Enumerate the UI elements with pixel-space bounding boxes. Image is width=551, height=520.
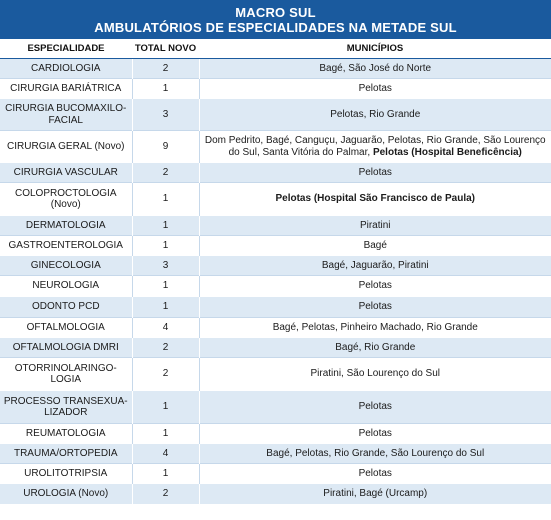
table-body: [0, 59, 551, 504]
table-header-row: [0, 39, 551, 59]
municipalities-cell: [199, 444, 551, 464]
municipalities-cell: [199, 59, 551, 79]
municipalities-cell: [199, 464, 551, 484]
title-line-1: MACRO SUL: [235, 4, 316, 20]
municipalities-text: Pelotas: [358, 467, 392, 479]
municipalities-text: Piratini, São Lourenço do Sul: [310, 368, 441, 380]
specialty-cell: REUMATOLOGIA: [0, 424, 132, 444]
table-row: [0, 256, 551, 276]
total-cell: 1: [132, 464, 199, 484]
municipalities-cell: [199, 276, 551, 297]
municipalities-text: Bagé, Pelotas, Pinheiro Machado, Rio Grande: [272, 321, 478, 333]
municipalities-text: Pelotas, Rio Grande: [330, 108, 421, 120]
specialty-cell: CIRURGIA BARIÁTRICA: [0, 79, 132, 99]
table-row: [0, 338, 551, 358]
municipalities-cell: [199, 484, 551, 504]
municipalities-cell: [199, 297, 551, 318]
municipalities-text: Piratini: [359, 219, 391, 231]
total-cell: 1: [132, 79, 199, 99]
specialty-cell: COLOPROCTOLOGIA (Novo): [0, 183, 132, 216]
total-cell: 1: [132, 236, 199, 256]
table-row: [0, 358, 551, 391]
municipalities-cell: [199, 391, 551, 424]
specialty-cell: OFTALMOLOGIA: [0, 318, 132, 338]
total-cell: 2: [132, 59, 199, 79]
table-row: [0, 131, 551, 163]
specialty-cell: OTORRINOLARINGO-LOGIA: [0, 358, 132, 391]
municipalities-text: Pelotas: [358, 301, 392, 313]
municipalities-cell: [199, 358, 551, 391]
title-line-2: AMBULATÓRIOS DE ESPECIALIDADES NA METADE SUL: [94, 19, 457, 35]
municipalities-text: Bagé, Pelotas, Rio Grande, São Lourenço do Sul: [266, 447, 485, 459]
specialty-cell: PROCESSO TRANSEXUA-LIZADOR: [0, 391, 132, 424]
total-cell: 4: [132, 318, 199, 338]
header-specialty: ESPECIALIDADE: [0, 39, 132, 59]
specialty-cell: DERMATOLOGIA: [0, 216, 132, 236]
table-row: [0, 424, 551, 444]
total-cell: 2: [132, 163, 199, 183]
municipalities-text: Pelotas: [358, 166, 392, 178]
total-cell: 3: [132, 99, 199, 131]
total-cell: 3: [132, 256, 199, 276]
municipalities-text: Bagé, São José do Norte: [319, 62, 432, 74]
specialty-cell: UROLITOTRIPSIA: [0, 464, 132, 484]
specialty-cell: NEUROLOGIA: [0, 276, 132, 297]
specialty-cell: UROLOGIA (Novo): [0, 484, 132, 504]
total-cell: 1: [132, 216, 199, 236]
total-cell: 1: [132, 391, 199, 424]
specialty-cell: OFTALMOLOGIA DMRI: [0, 338, 132, 358]
table-row: [0, 318, 551, 338]
municipalities-cell: [199, 338, 551, 358]
municipalities-highlight: Pelotas (Hospital Beneficência): [372, 146, 522, 158]
total-cell: 1: [132, 424, 199, 444]
total-cell: 1: [132, 183, 199, 216]
table-row: [0, 216, 551, 236]
municipalities-text: Bagé: [363, 239, 387, 251]
municipalities-cell: [199, 131, 551, 163]
total-cell: 1: [132, 297, 199, 318]
total-cell: 2: [132, 358, 199, 391]
municipalities-text: Pelotas: [358, 427, 392, 439]
municipalities-text: Pelotas: [358, 401, 392, 413]
table-row: [0, 236, 551, 256]
header-municipalities: MUNICÍPIOS: [199, 39, 551, 59]
table-row: [0, 297, 551, 318]
specialty-cell: ODONTO PCD: [0, 297, 132, 318]
specialty-cell: CIRURGIA BUCOMAXILO-FACIAL: [0, 99, 132, 131]
specialty-cell: GASTROENTEROLOGIA: [0, 236, 132, 256]
municipalities-cell: [199, 99, 551, 131]
municipalities-text: Bagé, Rio Grande: [335, 341, 416, 353]
title-banner: [0, 0, 551, 39]
table-row: [0, 391, 551, 424]
municipalities-cell: [199, 163, 551, 183]
total-cell: 2: [132, 338, 199, 358]
municipalities-text: Bagé, Jaguarão, Piratini: [321, 259, 429, 271]
specialty-cell: CIRURGIA GERAL (Novo): [0, 131, 132, 163]
specialty-cell: TRAUMA/ORTOPEDIA: [0, 444, 132, 464]
table-row: [0, 99, 551, 131]
table-row: [0, 183, 551, 216]
municipalities-text: Piratini, Bagé (Urcamp): [323, 488, 428, 499]
municipalities-text: Pelotas: [358, 280, 392, 292]
table-row: [0, 276, 551, 297]
municipalities-cell: [199, 256, 551, 276]
specialty-cell: CARDIOLOGIA: [0, 59, 132, 79]
municipalities-cell: [199, 216, 551, 236]
municipalities-cell: [199, 236, 551, 256]
total-cell: 4: [132, 444, 199, 464]
total-cell: 9: [132, 131, 199, 163]
table-row: [0, 163, 551, 183]
municipalities-cell: [199, 79, 551, 99]
table-row: [0, 484, 551, 504]
municipalities-cell: [199, 183, 551, 216]
municipalities-text: Dom Pedrito, Bagé, Canguçu, Jaguarão, Pelotas, Rio Grande, São Lourenço do Sul, Santa Vitória do Palmar,: [204, 135, 546, 158]
table-row: [0, 79, 551, 99]
municipalities-text: Pelotas: [358, 82, 392, 94]
header-total: TOTAL NOVO: [132, 39, 199, 59]
total-cell: 1: [132, 276, 199, 297]
municipalities-cell: [199, 318, 551, 338]
specialty-cell: CIRURGIA VASCULAR: [0, 163, 132, 183]
specialties-table: [0, 39, 551, 504]
municipalities-highlight: Pelotas (Hospital São Francisco de Paula): [275, 193, 475, 205]
municipalities-cell: [199, 424, 551, 444]
total-cell: 2: [132, 484, 199, 504]
table-row: [0, 464, 551, 484]
table-row: [0, 444, 551, 464]
table-row: [0, 59, 551, 79]
specialty-cell: GINECOLOGIA: [0, 256, 132, 276]
